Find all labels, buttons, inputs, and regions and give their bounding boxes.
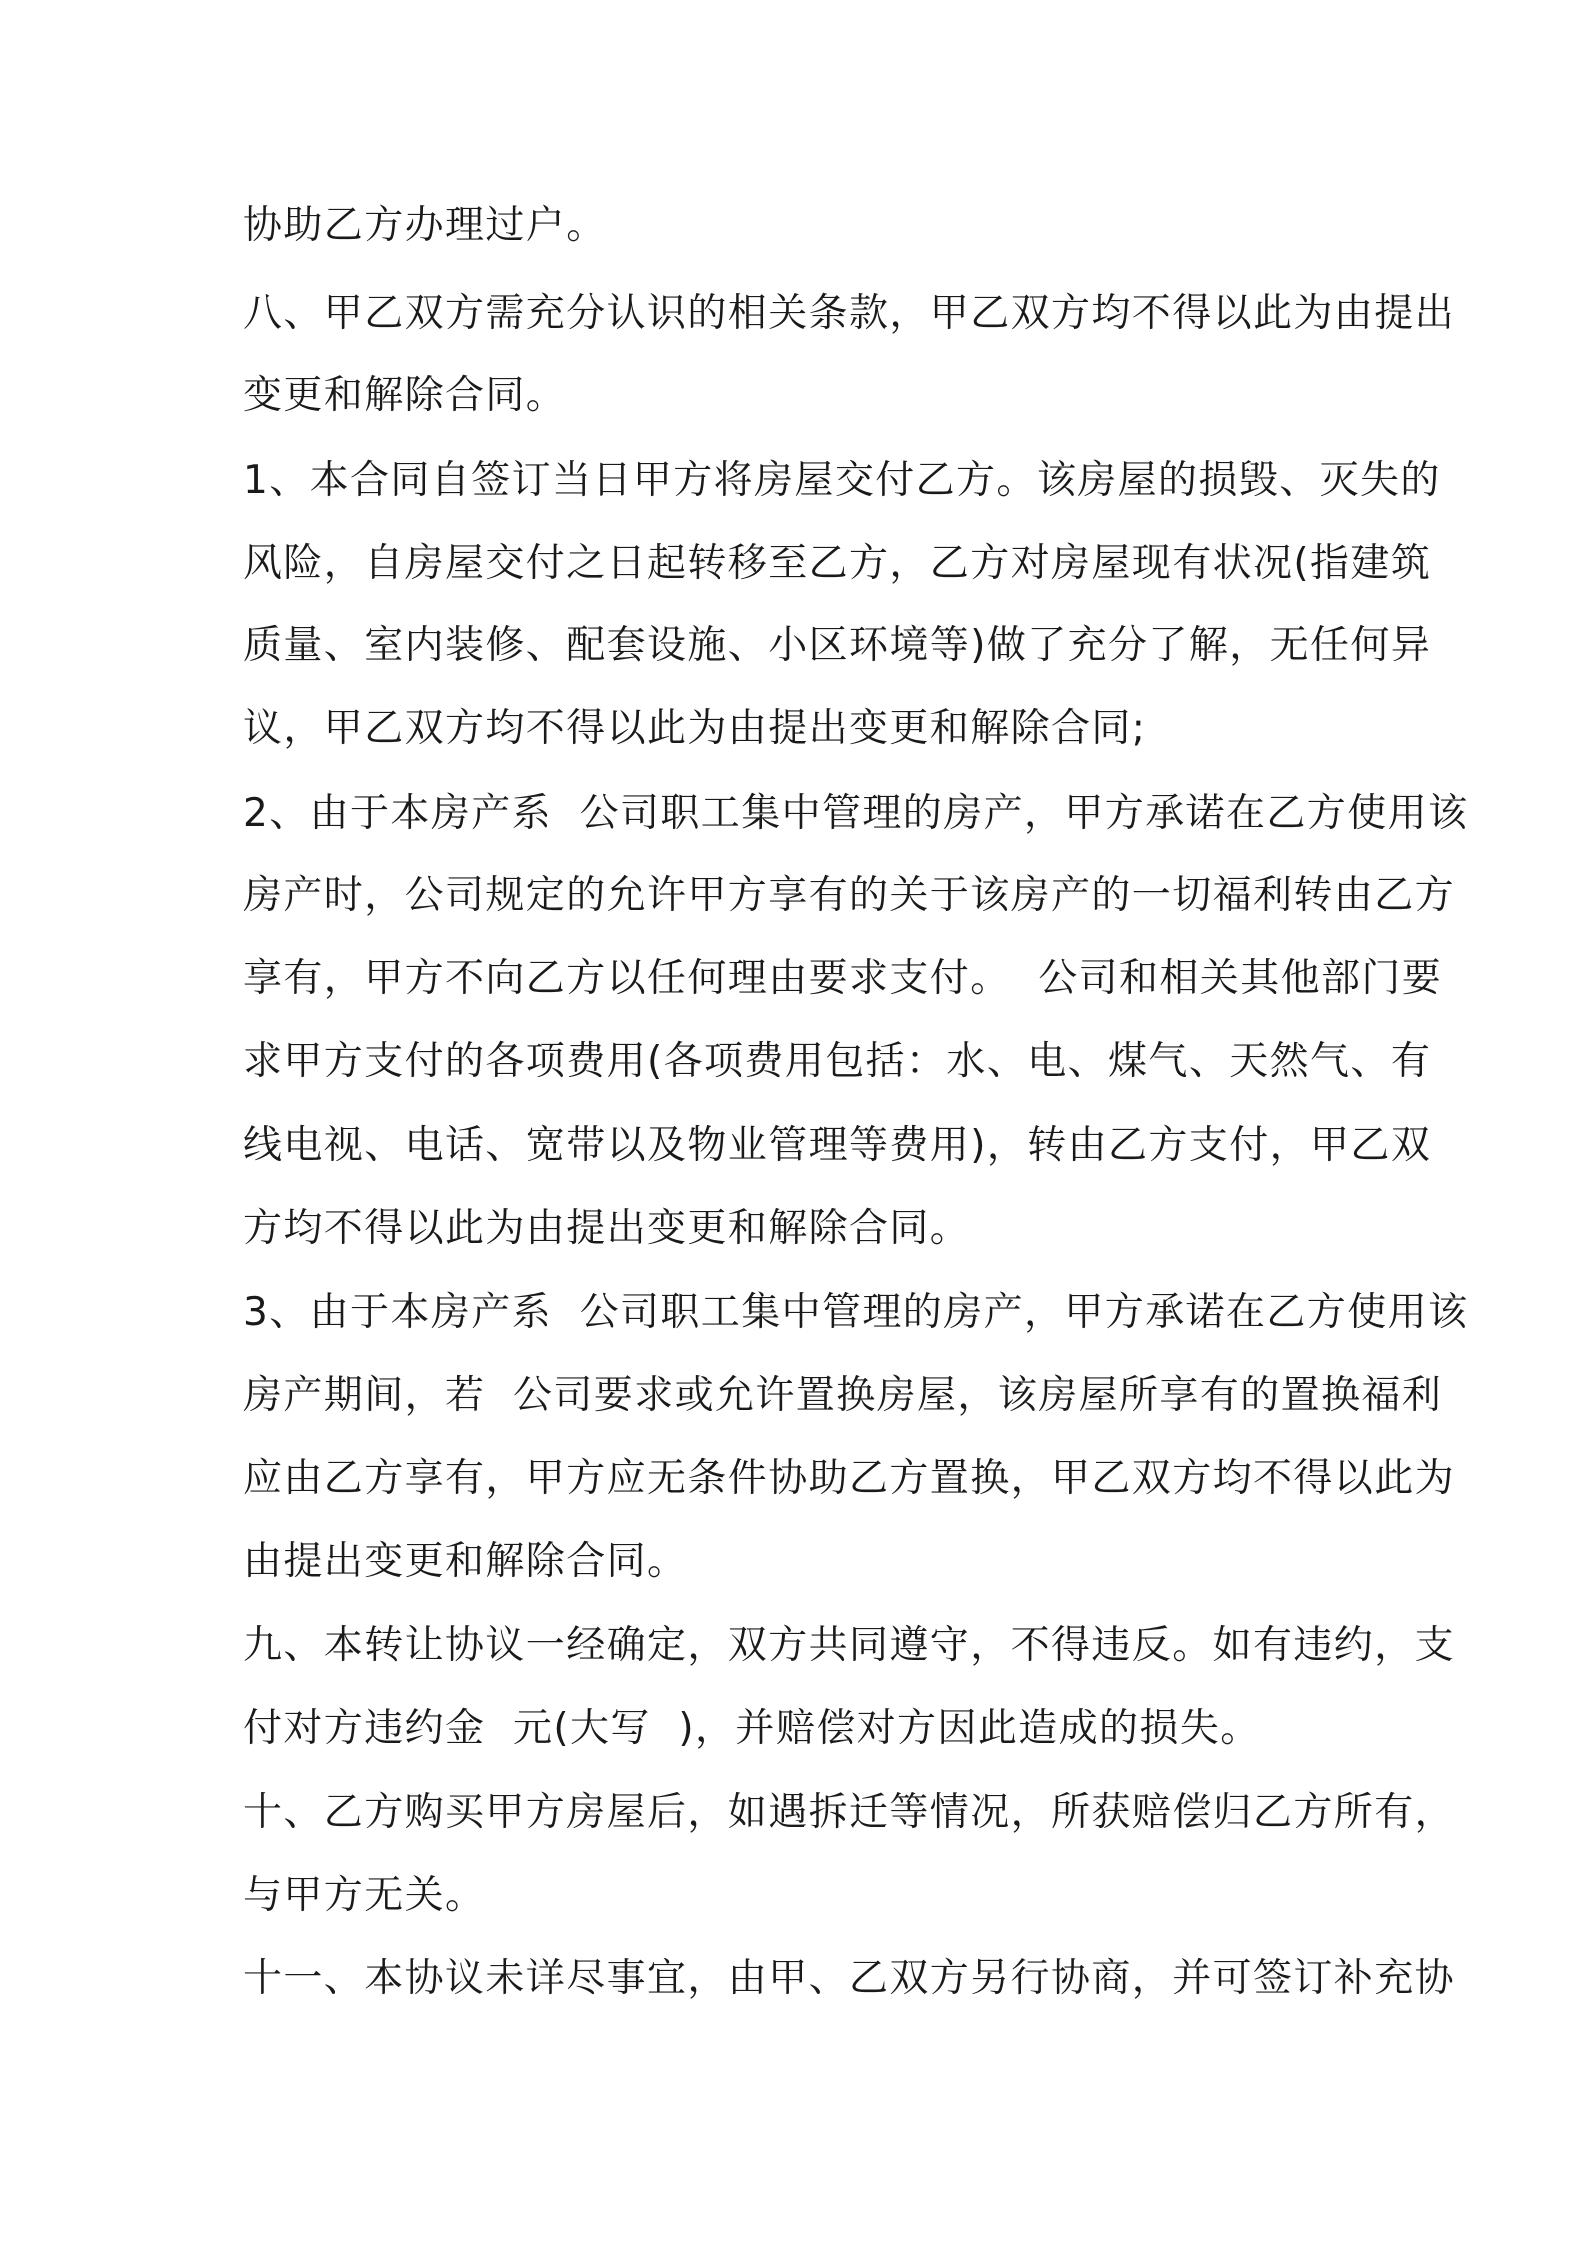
- text-line: 风险，自房屋交付之日起转移至乙方，乙方对房屋现有状况(指建筑: [243, 541, 1432, 586]
- text-line: 协助乙方办理过户。: [243, 203, 607, 248]
- text-line: 应由乙方享有，甲方应无条件协助乙方置换，甲乙双方均不得以此为: [243, 1456, 1456, 1501]
- text-line: 1、本合同自签订当日甲方将房屋交付乙方。该房屋的损毁、灭失的: [243, 458, 1441, 503]
- text-line: 变更和解除合同。: [243, 373, 567, 418]
- text-line: 质量、室内装修、配套设施、小区环境等)做了充分了解，无任何异: [243, 623, 1432, 668]
- text-line: 由提出变更和解除合同。: [243, 1539, 688, 1584]
- text-line: 房产期间，若 公司要求或允许置换房屋，该房屋所享有的置换福利: [243, 1373, 1443, 1418]
- text-line: 付对方违约金 元(大写 )，并赔偿对方因此造成的损失。: [243, 1706, 1261, 1751]
- text-line: 十一、本协议未详尽事宜，由甲、乙双方另行协商，并可签订补充协: [243, 1956, 1456, 2001]
- text-line: 线电视、电话、宽带以及物业管理等费用)，转由乙方支付，甲乙双: [243, 1123, 1432, 1168]
- text-line: 九、本转让协议一经确定，双方共同遵守，不得违反。如有违约，支: [243, 1623, 1456, 1668]
- text-line: 房产时，公司规定的允许甲方享有的关于该房产的一切福利转由乙方: [243, 873, 1456, 918]
- text-line: 议，甲乙双方均不得以此为由提出变更和解除合同;: [243, 706, 1147, 751]
- text-line: 十、乙方购买甲方房屋后，如遇拆迁等情况，所获赔偿归乙方所有，: [243, 1790, 1456, 1835]
- text-line: 方均不得以此为由提出变更和解除合同。: [243, 1206, 971, 1251]
- text-line: 享有，甲方不向乙方以任何理由要求支付。 公司和相关其他部门要: [243, 956, 1443, 1001]
- text-line: 八、甲乙双方需充分认识的相关条款，甲乙双方均不得以此为由提出: [243, 291, 1456, 336]
- text-line: 与甲方无关。: [243, 1873, 486, 1918]
- text-line: 2、由于本房产系 公司职工集中管理的房产，甲方承诺在乙方使用该: [243, 791, 1469, 836]
- text-line: 求甲方支付的各项费用(各项费用包括：水、电、煤气、天然气、有: [243, 1039, 1432, 1084]
- text-line: 3、由于本房产系 公司职工集中管理的房产，甲方承诺在乙方使用该: [243, 1290, 1469, 1335]
